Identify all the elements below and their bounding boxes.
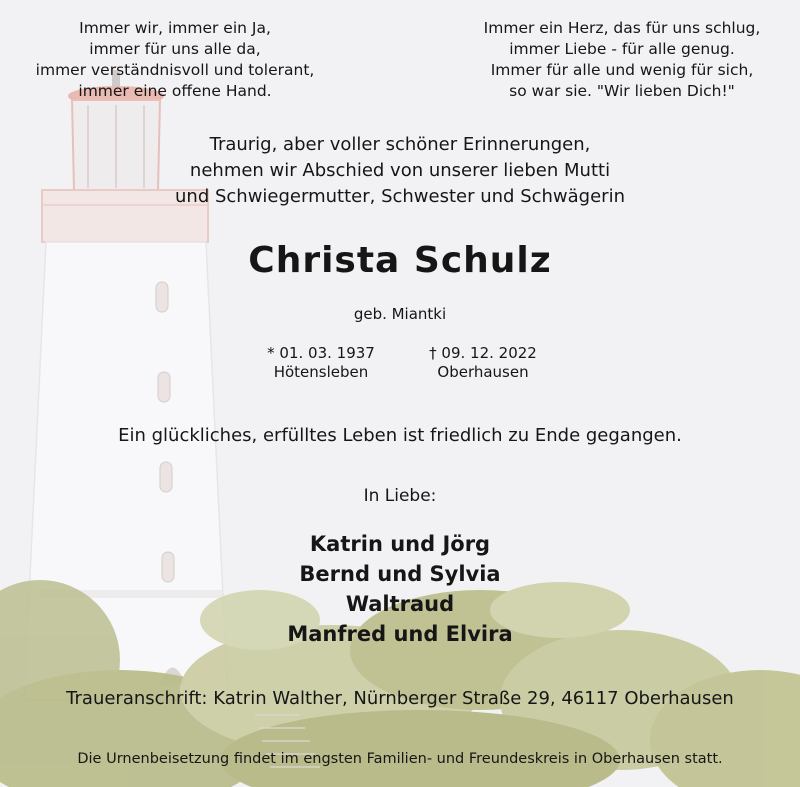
birth-date: * 01. 03. 1937 <box>267 344 375 362</box>
family-member: Manfred und Elvira <box>287 622 513 646</box>
family-member: Waltraud <box>345 592 455 616</box>
poem-right <box>462 18 782 102</box>
life-sentence: Ein glückliches, erfülltes Leben ist friedlich zu Ende gegangen. <box>118 425 682 446</box>
poem-right-line: immer Liebe - für alle genug. <box>509 40 735 58</box>
death-info <box>398 344 568 382</box>
poem-left-line: immer eine offene Hand. <box>78 82 272 100</box>
mourning-address: Traueranschrift: Katrin Walther, Nürnberger Straße 29, 46117 Oberhausen <box>66 688 734 709</box>
poem-left <box>20 18 330 102</box>
death-place: Oberhausen <box>437 363 529 381</box>
poem-left-line: Immer wir, immer ein Ja, <box>79 19 271 37</box>
family-member: Bernd und Sylvia <box>299 562 501 586</box>
family-list <box>200 529 600 649</box>
poem-left-line: immer für uns alle da, <box>89 40 261 58</box>
intro-line: nehmen wir Abschied von unserer lieben Mutti <box>189 160 611 181</box>
poem-right-line: Immer ein Herz, das für uns schlug, <box>483 19 761 37</box>
family-member: Katrin und Jörg <box>309 532 491 556</box>
intro-line: Traurig, aber voller schöner Erinnerungen, <box>209 134 591 155</box>
intro-line: und Schwiegermutter, Schwester und Schwägerin <box>175 186 625 207</box>
birth-name: geb. Miantki <box>353 305 447 323</box>
birth-info <box>236 344 406 382</box>
burial-note: Die Urnenbeisetzung findet im engsten Familien- und Freundeskreis in Oberhausen statt. <box>77 751 723 767</box>
poem-right-line: Immer für alle und wenig für sich, <box>490 61 754 79</box>
birth-place: Hötensleben <box>273 363 369 381</box>
poem-left-line: immer verständnisvoll und tolerant, <box>35 61 315 79</box>
intro-text <box>100 132 700 210</box>
poem-right-line: so war sie. "Wir lieben Dich!" <box>509 82 735 100</box>
in-liebe-label: In Liebe: <box>363 486 437 506</box>
deceased-name: Christa Schulz <box>248 240 552 281</box>
death-date: † 09. 12. 2022 <box>429 344 537 362</box>
